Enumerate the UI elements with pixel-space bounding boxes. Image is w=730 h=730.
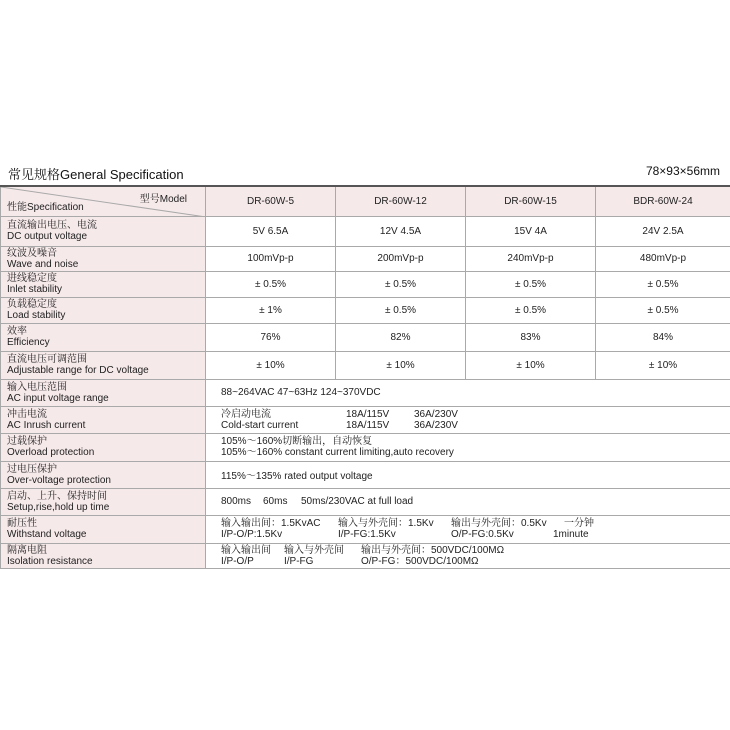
table-row — [1, 406, 730, 433]
value-segment: 50ms/230VAC at full load — [301, 496, 414, 507]
value-segment: I/P-O/P — [221, 555, 254, 567]
label-cn: 负载稳定度 — [7, 299, 57, 310]
value-segment: I/P-FG — [284, 555, 314, 567]
row-label — [1, 271, 206, 297]
value-segment: 18A/115V — [346, 408, 390, 420]
value-cell: 84% — [596, 323, 730, 351]
value-line — [221, 518, 730, 529]
spanned-value-cell: 115%～135% rated output voltage — [206, 461, 730, 488]
value-cell: ± 10% — [336, 351, 466, 379]
table-row — [1, 271, 730, 297]
value-line — [221, 529, 730, 540]
row-label — [1, 515, 206, 543]
model-header: DR-60W-12 — [336, 186, 466, 216]
value-line — [221, 496, 730, 507]
value-cell: 15V 4A — [466, 216, 596, 246]
table-row — [1, 351, 730, 379]
table-row — [1, 323, 730, 351]
value-cell: ± 0.5% — [336, 297, 466, 323]
value-cell: ± 1% — [206, 297, 336, 323]
value-segment: I/P-O/P:1.5Kv — [221, 529, 283, 540]
row-label — [1, 246, 206, 271]
table-row — [1, 216, 730, 246]
table-row — [1, 297, 730, 323]
label-en: Withstand voltage — [7, 529, 87, 540]
value-segment: 一分钟 — [564, 518, 594, 529]
row-label — [1, 351, 206, 379]
row-label — [1, 461, 206, 488]
label-cn: 启动、上升、保持时间 — [7, 490, 107, 502]
label-en: AC input voltage range — [7, 392, 109, 404]
value-segment: 800ms — [221, 496, 252, 507]
label-cn: 过载保护 — [7, 436, 47, 447]
value-cell: ± 10% — [596, 351, 730, 379]
value-cell: ± 0.5% — [206, 271, 336, 297]
row-label — [1, 297, 206, 323]
value-cell: ± 10% — [206, 351, 336, 379]
row-label — [1, 323, 206, 351]
label-en: Over-voltage protection — [7, 474, 111, 486]
value-segment: I/P-FG:1.5Kv — [338, 529, 396, 540]
value-segment: 输入输出间：1.5KvAC — [221, 518, 321, 529]
label-cn: 隔离电阻 — [7, 544, 47, 556]
table-row — [1, 543, 730, 568]
spanned-value-cell: 88~264VAC 47~63Hz 124~370VDC — [206, 379, 730, 406]
spanned-value-cell — [206, 488, 730, 515]
spanned-value-cell — [206, 433, 730, 461]
table-row — [1, 433, 730, 461]
label-cn: 耐压性 — [7, 518, 37, 529]
value-cell: 5V 6.5A — [206, 216, 336, 246]
value-line — [221, 420, 730, 431]
value-line — [221, 409, 730, 420]
label-en: Efficiency — [7, 337, 50, 348]
value-cell: 200mVp-p — [336, 246, 466, 271]
value-cell: 12V 4.5A — [336, 216, 466, 246]
label-en: Wave and noise — [7, 258, 79, 270]
value-segment: 60ms — [263, 496, 288, 507]
value-line — [221, 556, 730, 567]
value-cell: 240mVp-p — [466, 246, 596, 271]
row-label — [1, 406, 206, 433]
spec-label: 性能Specification — [7, 201, 84, 213]
value-line — [221, 447, 730, 458]
value-cell: 100mVp-p — [206, 246, 336, 271]
label-en: Adjustable range for DC voltage — [7, 365, 149, 376]
value-cell: 480mVp-p — [596, 246, 730, 271]
spanned-value-cell — [206, 543, 730, 568]
value-segment: 输入输出间 — [221, 544, 271, 556]
value-segment: 1minute — [553, 529, 589, 540]
label-en: Isolation resistance — [7, 555, 93, 567]
label-en: Setup,rise,hold up time — [7, 501, 110, 513]
label-cn: 直流电压可调范围 — [7, 354, 87, 365]
value-cell: ± 0.5% — [336, 271, 466, 297]
label-cn: 输入电压范围 — [7, 381, 67, 393]
value-cell: 83% — [466, 323, 596, 351]
label-cn: 冲击电流 — [7, 408, 47, 420]
value-cell: 76% — [206, 323, 336, 351]
spanned-value-cell — [206, 406, 730, 433]
value-cell: ± 0.5% — [596, 271, 730, 297]
value-segment: O/P-FG：500VDC/100MΩ — [361, 555, 479, 567]
label-en: Inlet stability — [7, 284, 63, 295]
model-label: 型号Model — [139, 194, 187, 205]
row-label — [1, 433, 206, 461]
label-cn: 进线稳定度 — [7, 273, 57, 284]
value-segment: 输出与外壳间：500VDC/100MΩ — [361, 544, 505, 556]
value-segment: 36A/230V — [414, 408, 458, 420]
section-title: 常见规格General Specification — [8, 167, 184, 182]
value-segment: 输出与外壳间：0.5Kv — [451, 518, 547, 529]
table-row — [1, 488, 730, 515]
value-segment: 输入与外壳间：1.5Kv — [338, 518, 434, 529]
value-cell: ± 0.5% — [466, 271, 596, 297]
value-segment: 36A/230V — [414, 419, 458, 431]
model-header: DR-60W-15 — [466, 186, 596, 216]
spec-table — [0, 185, 730, 569]
row-label — [1, 379, 206, 406]
value-line — [221, 545, 730, 556]
value-segment: Cold-start current — [221, 419, 299, 431]
label-cn: 过电压保护 — [7, 463, 57, 475]
value-segment: O/P-FG:0.5Kv — [451, 529, 514, 540]
value-segment: 冷启动电流 — [221, 408, 271, 420]
value-cell: ± 0.5% — [596, 297, 730, 323]
value-segment: 18A/115V — [346, 419, 390, 431]
row-label — [1, 216, 206, 246]
spanned-value-cell — [206, 515, 730, 543]
table-row — [1, 515, 730, 543]
row-label — [1, 488, 206, 515]
value-cell: 24V 2.5A — [596, 216, 730, 246]
value-line — [221, 436, 730, 447]
value-segment: 输入与外壳间 — [284, 544, 344, 556]
value-segment: 105%～160%切断输出，自动恢复 — [221, 436, 373, 447]
header-row — [1, 186, 730, 216]
label-cn: 直流输出电压、电流 — [7, 220, 97, 231]
table-row — [1, 246, 730, 271]
table-row — [1, 461, 730, 488]
header-corner-cell — [1, 186, 206, 216]
label-en: AC Inrush current — [7, 419, 86, 431]
row-label — [1, 543, 206, 568]
label-cn: 效率 — [7, 326, 27, 337]
label-cn: 纹波及噪音 — [7, 247, 57, 259]
value-segment: 105%～160% constant current limiting,auto recovery — [221, 447, 454, 458]
label-en: Overload protection — [7, 447, 95, 458]
value-cell: ± 10% — [466, 351, 596, 379]
label-en: DC output voltage — [7, 231, 88, 242]
model-header: DR-60W-5 — [206, 186, 336, 216]
model-header: BDR-60W-24 — [596, 186, 730, 216]
table-row — [1, 379, 730, 406]
label-en: Load stability — [7, 310, 66, 321]
value-cell: ± 0.5% — [466, 297, 596, 323]
value-cell: 82% — [336, 323, 466, 351]
dimensions-label: 78×93×56mm — [645, 164, 720, 178]
